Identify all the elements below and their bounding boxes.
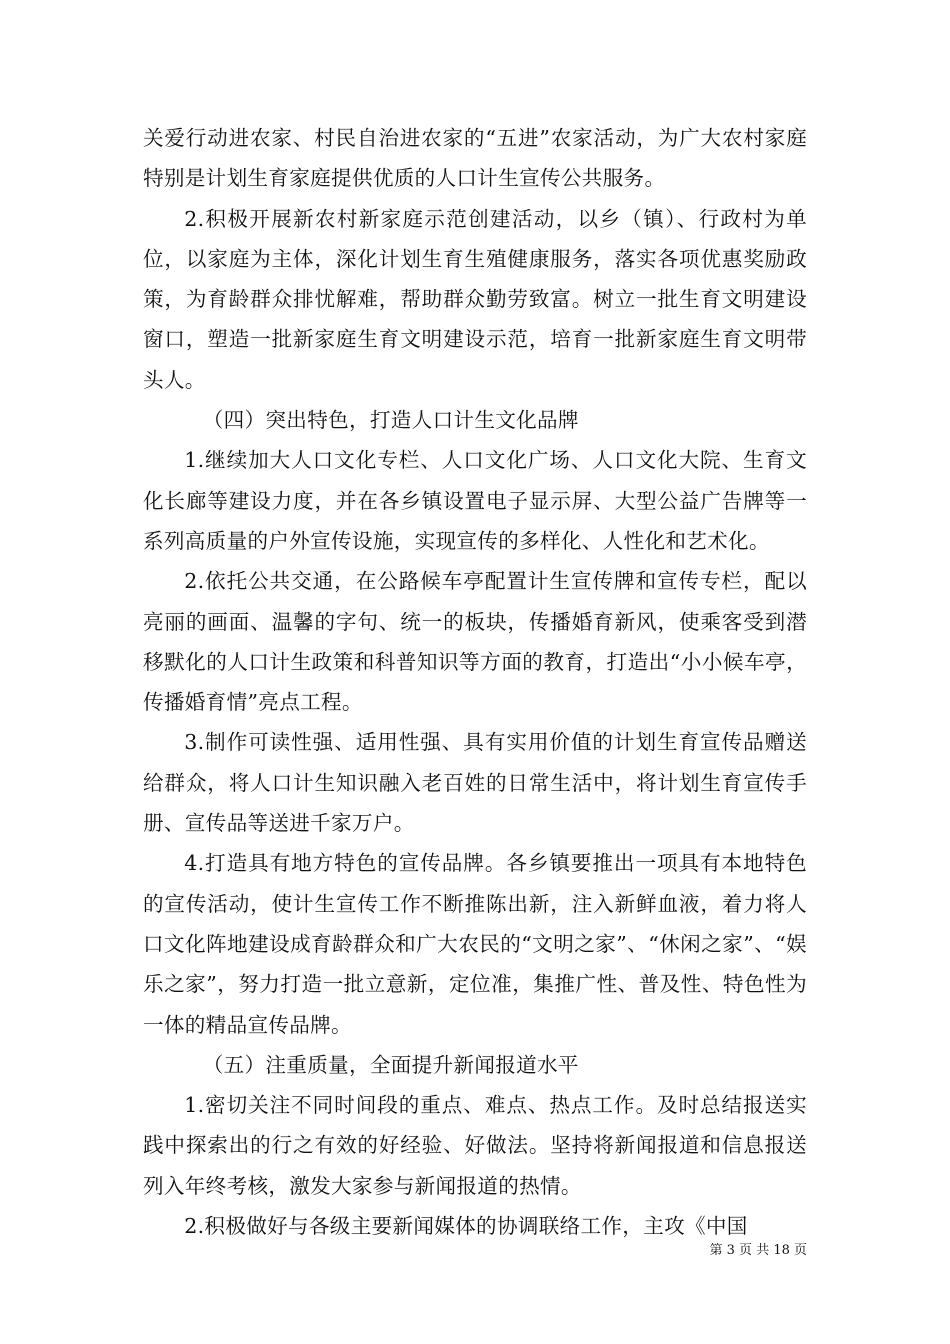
- paragraph-continuation: 关爱行动进农家、村民自治进农家的“五进”农家活动，为广大农村家庭特别是计划生育家庭提供优质的人口计生宣传公共服务。: [143, 126, 807, 191]
- paragraph-item: 3.制作可读性强、适用性强、具有实用价值的计划生育宣传品赠送给群众，将人口计生知识融入老百姓的日常生活中，将计划生育宣传手册、宣传品等送进千家万户。: [143, 730, 807, 836]
- paragraph-item: 2.依托公共交通，在公路候车亭配置计生宣传牌和宣传专栏，配以亮丽的画面、温馨的字句、统一的板块，传播婚育新风，使乘客受到潜移默化的人口计生政策和科普知识等方面的教育，打造出“小小候车亭，传播婚育情”亮点工程。: [143, 569, 807, 715]
- document-body: [143, 118, 807, 1246]
- paragraph-item: 2.积极开展新农村新家庭示范创建活动，以乡（镇）、行政村为单位，以家庭为主体，深化计划生育生殖健康服务，落实各项优惠奖励政策，为育龄群众排忧解难，帮助群众勤劳致富。树立一批生育文明建设窗口，塑造一批新家庭生育文明建设示范，培育一批新家庭生育文明带头人。: [143, 206, 807, 392]
- section-heading: （四）突出特色，打造人口计生文化品牌: [202, 408, 579, 433]
- paragraph-item: 1.密切关注不同时间段的重点、难点、热点工作。及时总结报送实践中探索出的行之有效的好经验、好做法。坚持将新闻报道和信息报送列入年终考核，激发大家参与新闻报道的热情。: [143, 1093, 807, 1198]
- paragraph-item: 2.积极做好与各级主要新闻媒体的协调联络工作，主攻《中国: [184, 1214, 748, 1239]
- section-heading: （五）注重质量，全面提升新闻报道水平: [202, 1052, 579, 1077]
- paragraph-item: 1.继续加大人口文化专栏、人口文化广场、人口文化大院、生育文化长廊等建设力度，并在各乡镇设置电子显示屏、大型公益广告牌等一系列高质量的户外宣传设施，实现宣传的多样化、人性化和艺术化。: [143, 448, 807, 553]
- paragraph-item: 4.打造具有地方特色的宣传品牌。各乡镇要推出一项具有本地特色的宣传活动，使计生宣传工作不断推陈出新，注入新鲜血液，着力将人口文化阵地建设成育龄群众和广大农民的“文明之家”、“休闲之家”、“娱乐之家”，努力打造一批立意新，定位准，集推广性、普及性、特色性为一体的精品宣传品牌。: [143, 851, 807, 1037]
- page-number-footer: 第 3 页 共 18 页: [709, 1243, 807, 1258]
